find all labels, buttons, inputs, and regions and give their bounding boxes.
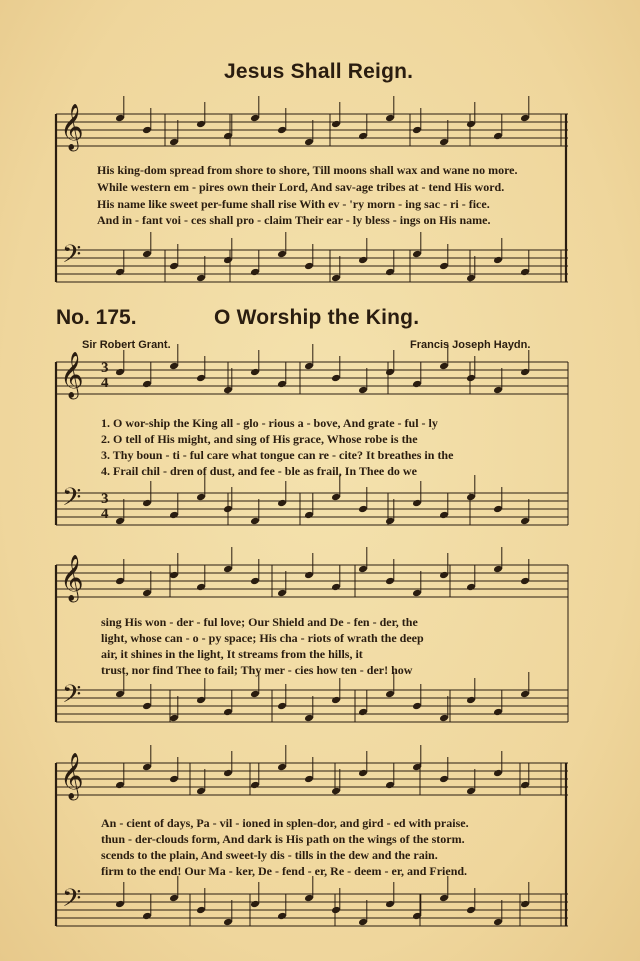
treble-clef-icon: 𝄞	[60, 104, 84, 150]
hymn-number: No. 175.	[56, 306, 137, 329]
lyric-line: His king-dom spread from shore to shore, Till moons shall wax and wane no more.	[97, 163, 518, 177]
composer-credit: Francis Joseph Haydn.	[410, 339, 531, 351]
lyric-line: trust, nor find Thee to fail; Thy mer - cies how ten - der! how	[101, 663, 413, 677]
time-signature-top: 3	[101, 360, 109, 376]
lyric-line: 3. Thy boun - ti - ful care what tongue can re - cite? It breathes in the	[101, 448, 454, 462]
lyric-line: And in - fant voi - ces shall pro - claim Their ear - ly bless - ings on His name.	[97, 213, 491, 227]
lyric-line: air, it shines in the light, It streams from the hills, it	[101, 647, 363, 661]
lyric-line: thun - der-clouds form, And dark is His path on the wings of the storm.	[101, 832, 465, 846]
lyric-line: 2. O tell of His might, and sing of His grace, Whose robe is the	[101, 432, 418, 446]
time-signature-bottom: 4	[101, 506, 109, 522]
lyric-line: light, whose can - o - py space; His cha - riots of wrath the deep	[101, 631, 424, 645]
lyric-line: sing His won - der - ful love; Our Shield and De - fen - der, the	[101, 615, 418, 629]
hymn-title: O Worship the King.	[214, 306, 420, 329]
lyric-line: 1. O wor-ship the King all - glo - rious a - bove, And grate - ful - ly	[101, 416, 438, 430]
lyric-line: An - cient of days, Pa - vil - ioned in splen-dor, and gird - ed with praise.	[101, 816, 469, 830]
lyric-line: While western em - pires own their Lord, And sav-age tribes at - tend His word.	[97, 180, 505, 194]
lyric-line: firm to the end! Our Ma - ker, De - fend - er, Re - deem - er, and Friend.	[101, 864, 468, 878]
author-credit: Sir Robert Grant.	[82, 339, 171, 351]
bass-clef-icon: 𝄢	[62, 483, 82, 518]
treble-clef-icon: 𝄞	[60, 352, 84, 398]
bass-clef-icon: 𝄢	[62, 240, 82, 275]
time-signature-top: 3	[101, 491, 109, 507]
lyric-line: scends to the plain, And sweet-ly dis - tills in the dew and the rain.	[101, 848, 438, 862]
lyric-line: His name like sweet per-fume shall rise With ev - 'ry morn - ing sac - ri - fice.	[97, 197, 490, 211]
hymn-title: Jesus Shall Reign.	[224, 60, 414, 83]
bass-clef-icon: 𝄢	[62, 680, 82, 715]
time-signature-bottom: 4	[101, 375, 109, 391]
lyric-line: 4. Frail chil - dren of dust, and fee - ble as frail, In Thee do we	[101, 464, 417, 478]
bass-clef-icon: 𝄢	[62, 884, 82, 919]
treble-clef-icon: 𝄞	[60, 555, 84, 601]
treble-clef-icon: 𝄞	[60, 753, 84, 799]
